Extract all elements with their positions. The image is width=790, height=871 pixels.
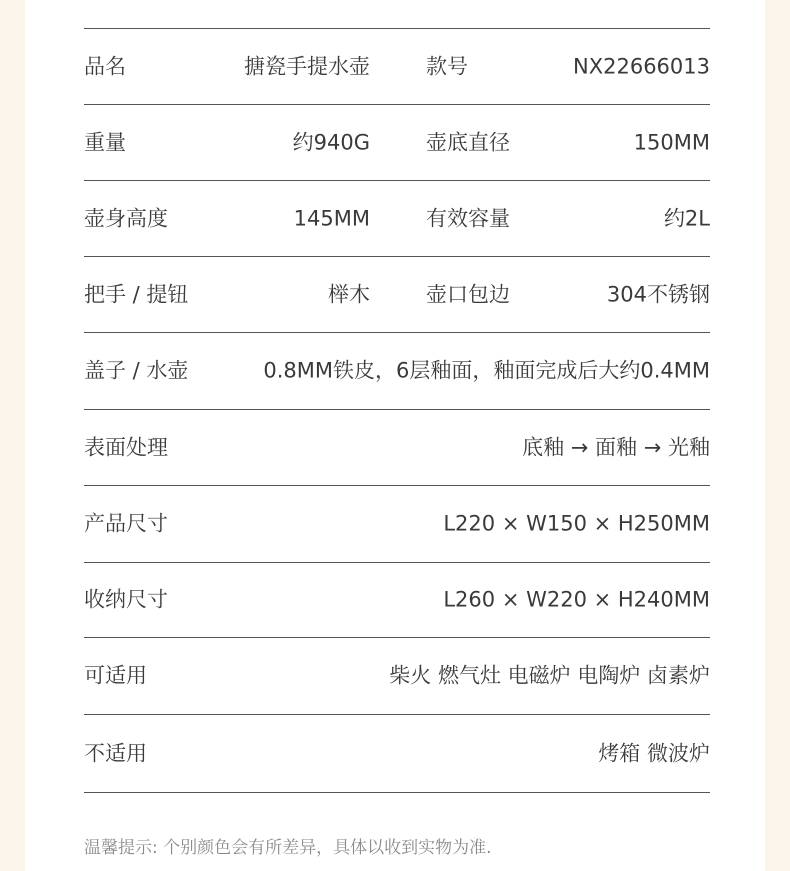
product-size-label: 产品尺寸 xyxy=(84,511,168,536)
weight-value: 约940G xyxy=(292,130,370,154)
body-height-value: 145MM xyxy=(293,206,370,230)
spec-row-surface xyxy=(84,410,710,486)
spec-row-unsuitable xyxy=(84,715,710,793)
spout-edge-value: 304不锈钢 xyxy=(606,282,710,306)
spec-row-lid-body xyxy=(84,333,710,410)
handle-value: 榉木 xyxy=(328,282,370,306)
unsuitable-label: 不适用 xyxy=(84,741,147,765)
spec-table xyxy=(84,28,710,793)
storage-size-value: L260 × W220 × H240MM xyxy=(443,587,710,612)
weight-label: 重量 xyxy=(84,130,126,154)
lid-body-label: 盖子 / 水壶 xyxy=(84,358,189,383)
unsuitable-value: 烤箱 微波炉 xyxy=(598,741,710,765)
suitable-value: 柴火 燃气灶 电磁炉 电陶炉 卤素炉 xyxy=(389,663,710,688)
model-value: NX22666013 xyxy=(573,54,710,78)
product-name-label: 品名 xyxy=(84,54,126,78)
spec-row-height-capacity xyxy=(84,181,710,257)
spout-edge-label: 壶口包边 xyxy=(426,282,510,306)
spec-row-handle-edge xyxy=(84,257,710,333)
model-label: 款号 xyxy=(426,54,468,78)
surface-value: 底釉 → 面釉 → 光釉 xyxy=(522,435,710,459)
spec-row-product-size xyxy=(84,486,710,563)
capacity-value: 约2L xyxy=(663,206,710,230)
surface-label: 表面处理 xyxy=(84,435,168,459)
lid-body-value: 0.8MM铁皮，6层釉面，釉面完成后大约0.4MM xyxy=(263,358,710,383)
base-diameter-value: 150MM xyxy=(633,130,710,154)
storage-size-label: 收纳尺寸 xyxy=(84,587,168,612)
spec-row-suitable xyxy=(84,638,710,715)
base-diameter-label: 壶底直径 xyxy=(426,130,510,154)
spec-row-weight-diameter xyxy=(84,105,710,181)
product-name-value: 搪瓷手提水壶 xyxy=(244,54,370,78)
color-difference-note: 温馨提示: 个别颜色会有所差异，具体以收到实物为准. xyxy=(84,838,492,858)
body-height-label: 壶身高度 xyxy=(84,206,168,230)
suitable-label: 可适用 xyxy=(84,663,147,688)
capacity-label: 有效容量 xyxy=(426,206,510,230)
handle-label: 把手 / 提钮 xyxy=(84,282,189,306)
spec-row-name-model xyxy=(84,29,710,105)
product-size-value: L220 × W150 × H250MM xyxy=(443,511,710,536)
spec-row-storage-size xyxy=(84,563,710,638)
